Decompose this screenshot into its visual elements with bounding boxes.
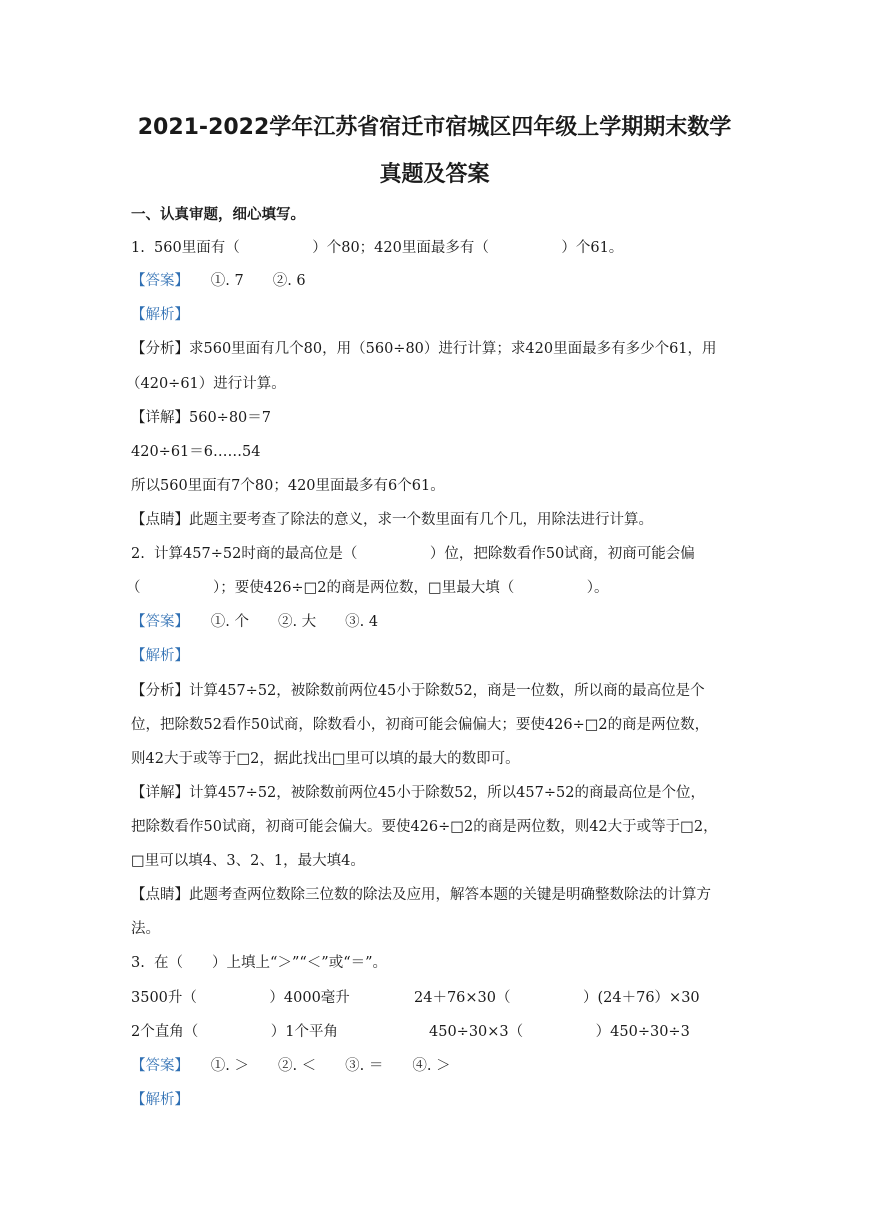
q2-question-line2: （ ）；要使426÷□2的商是两位数，□里最大填（ ）。 bbox=[126, 580, 609, 596]
answer-text: ①. ＞ ②. ＜ ③. ＝ ④. ＞ bbox=[181, 1058, 451, 1074]
q3-row1-right: 24＋76×30（ ）(24＋76）×30 bbox=[414, 990, 700, 1006]
answer-text: ①. 个 ②. 大 ③. 4 bbox=[181, 614, 379, 630]
q1-question: 1. 560里面有（ ）个80；420里面最多有（ ）个61。 bbox=[131, 240, 624, 256]
q1-answer bbox=[131, 271, 306, 291]
q2-xiangjie-line2: 把除数看作50试商，初商可能会偏大。要使426÷□2的商是两位数，则42大于或等于□2， bbox=[131, 819, 718, 835]
q2-fenxi-line2: 位，把除数52看作50试商，除数看小，初商可能会偏偏大；要使426÷□2的商是两位数， bbox=[131, 717, 710, 733]
q1-xiangjie-line2: 420÷61＝6……54 bbox=[131, 444, 261, 460]
q2-xiangjie-line3: □里可以填4、3、2、1，最大填4。 bbox=[131, 853, 365, 869]
q1-dianjing: 【点睛】此题主要考查了除法的意义，求一个数里面有几个几，用除法进行计算。 bbox=[131, 512, 653, 528]
q2-xiangjie-line1: 【详解】计算457÷52，被除数前两位45小于除数52，所以457÷52的商最高位是个位， bbox=[131, 785, 705, 801]
q1-xiangjie-line1: 【详解】560÷80＝7 bbox=[131, 410, 272, 426]
q2-dianjing-line2: 法。 bbox=[131, 921, 160, 937]
q3-answer bbox=[131, 1056, 451, 1076]
q1-analysis-label: 【解析】 bbox=[131, 307, 189, 323]
q1-fenxi-line1: 【分析】求560里面有几个80，用（560÷80）进行计算；求420里面最多有多少个61，用 bbox=[131, 341, 717, 357]
q1-fenxi-line2: （420÷61）进行计算。 bbox=[126, 376, 286, 392]
q2-answer bbox=[131, 612, 378, 632]
q3-question: 3. 在（ ）上填上“＞”“＜”或“＝”。 bbox=[131, 955, 388, 971]
q2-analysis-label: 【解析】 bbox=[131, 648, 189, 664]
q3-row2-right: 450÷30×3（ ）450÷30÷3 bbox=[429, 1024, 690, 1040]
q2-fenxi-line1: 【分析】计算457÷52，被除数前两位45小于除数52，商是一位数，所以商的最高位是个 bbox=[131, 683, 705, 699]
q2-dianjing-line1: 【点睛】此题考查两位数除三位数的除法及应用，解答本题的关键是明确整数除法的计算方 bbox=[131, 887, 711, 903]
document-title-line2: 真题及答案 bbox=[379, 162, 490, 187]
q2-question-line1: 2. 计算457÷52时商的最高位是（ ）位，把除数看作50试商，初商可能会偏 bbox=[131, 546, 695, 562]
q3-analysis-label: 【解析】 bbox=[131, 1092, 189, 1108]
answer-label: 【答案】 bbox=[131, 273, 182, 289]
answer-label: 【答案】 bbox=[131, 614, 182, 630]
q3-row1-left: 3500升（ ）4000毫升 bbox=[131, 990, 350, 1006]
q3-row2-left: 2个直角（ ）1个平角 bbox=[131, 1024, 338, 1040]
answer-text: ①. 7 ②. 6 bbox=[181, 273, 306, 289]
q2-fenxi-line3: 则42大于或等于□2，据此找出□里可以填的最大的数即可。 bbox=[131, 751, 520, 767]
section-heading: 一、认真审题，细心填写。 bbox=[131, 207, 305, 223]
answer-label: 【答案】 bbox=[131, 1058, 182, 1074]
document-title-line1: 2021-2022学年江苏省宿迁市宿城区四年级上学期期末数学 bbox=[137, 115, 732, 140]
q1-xiangjie-line3: 所以560里面有7个80；420里面最多有6个61。 bbox=[131, 478, 445, 494]
